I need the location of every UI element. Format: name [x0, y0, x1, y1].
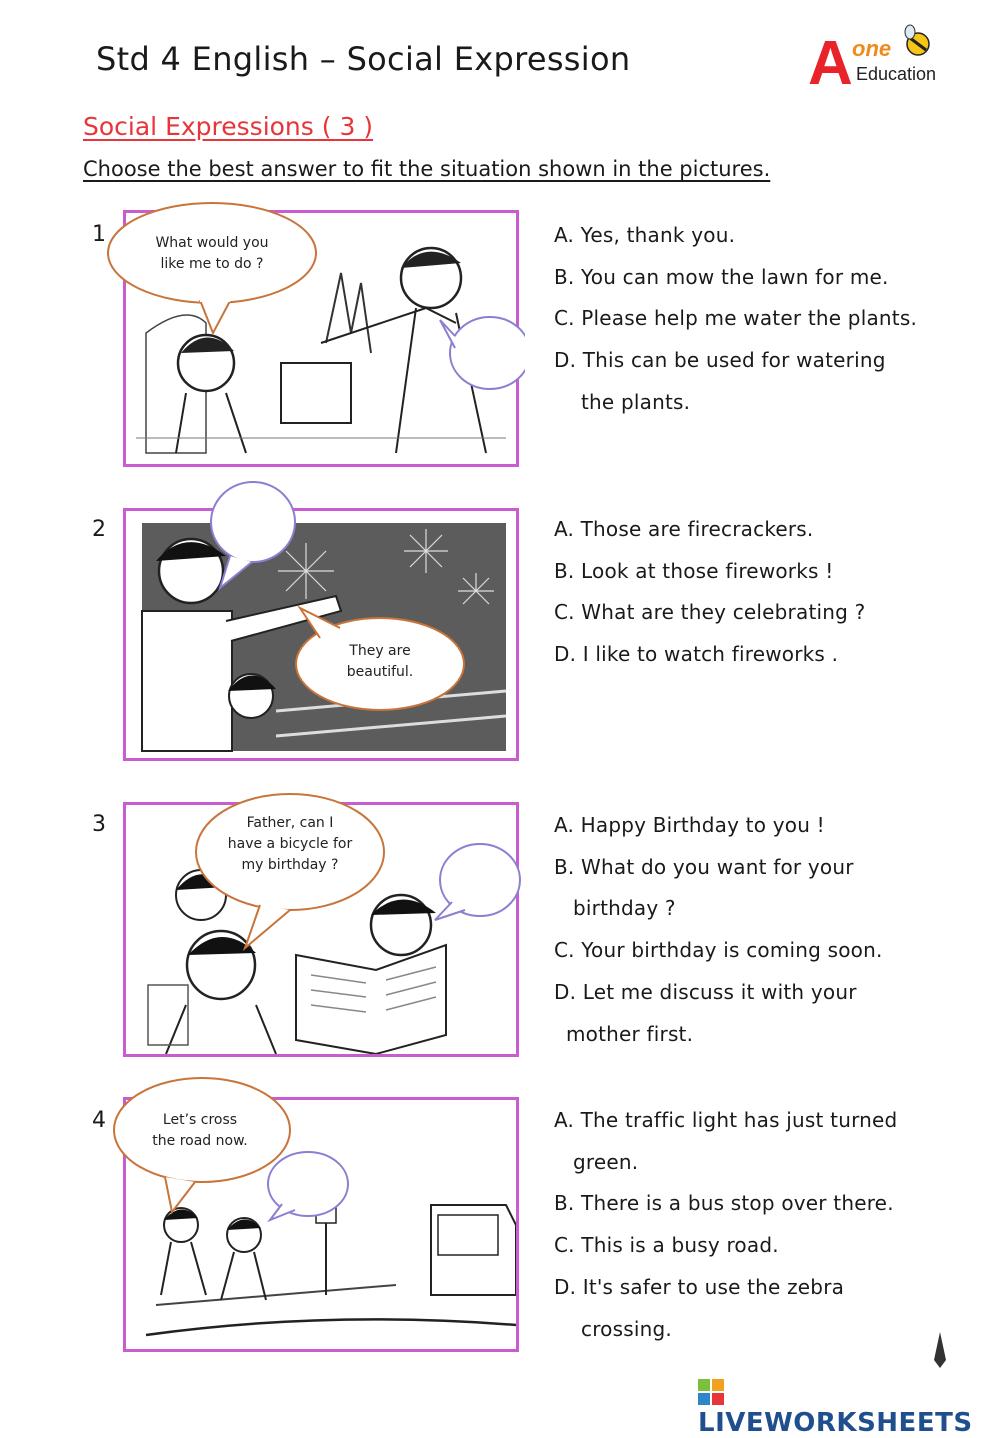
question-3-options — [554, 805, 883, 1055]
question-2-option-c[interactable]: C. What are they celebrating ? — [554, 600, 866, 625]
question-3-option-d[interactable]: D. Let me discuss it with your — [554, 979, 857, 1004]
instruction-text: Choose the best answer to fit the situation shown in the pictures. — [83, 157, 771, 181]
pencil-icon — [930, 1330, 950, 1370]
question-4-option-d-cont[interactable]: crossing. — [581, 1316, 672, 1341]
question-3-option-b-cont[interactable]: birthday ? — [573, 896, 676, 921]
liveworksheets-footer[interactable] — [698, 1378, 1000, 1438]
question-1-option-a[interactable]: A. Yes, thank you. — [554, 223, 736, 247]
question-3-bubble-text: Father, can I have a bicycle for my birthday ? — [227, 815, 353, 873]
question-1-option-b[interactable]: B. You can mow the lawn for me. — [554, 264, 889, 289]
question-1-option-c[interactable]: C. Please help me water the plants. — [554, 306, 917, 331]
footer-brand: LIVEWORKSHEETS — [698, 1408, 973, 1438]
question-4-option-b[interactable]: B. There is a bus stop over there. — [554, 1191, 894, 1216]
question-3-option-a[interactable]: A. Happy Birthday to you ! — [554, 813, 825, 837]
question-3-number: 3 — [92, 812, 106, 837]
question-2-number: 2 — [92, 517, 106, 542]
liveworksheets-logo-icon — [698, 1379, 724, 1405]
brand-logo — [806, 22, 946, 92]
question-4-number: 4 — [92, 1108, 106, 1133]
question-2-option-b[interactable]: B. Look at those fireworks ! — [554, 558, 834, 583]
question-4-option-a-cont[interactable]: green. — [573, 1149, 639, 1174]
question-1-bubbles — [105, 198, 525, 393]
page-title: Std 4 English – Social Expression — [96, 40, 631, 78]
logo-education: Education — [856, 64, 937, 84]
question-1-bubble-text: What would you like me to do ? — [155, 235, 269, 272]
question-2-bubble-text: They are beautiful. — [346, 643, 414, 680]
question-3-option-d-cont[interactable]: mother first. — [566, 1021, 694, 1046]
question-4-option-d[interactable]: D. It's safer to use the zebra — [554, 1274, 845, 1299]
logo-one: one — [852, 36, 892, 61]
question-1-number: 1 — [92, 222, 106, 247]
question-2-option-d[interactable]: D. I like to watch fireworks . — [554, 642, 839, 667]
question-3-option-c[interactable]: C. Your birthday is coming soon. — [554, 938, 883, 963]
question-2-option-a[interactable]: A. Those are firecrackers. — [554, 517, 814, 541]
question-1-option-d-cont[interactable]: the plants. — [581, 389, 691, 414]
question-1-option-d[interactable]: D. This can be used for watering — [554, 348, 886, 373]
question-2-options — [554, 509, 865, 676]
question-4-option-a[interactable]: A. The traffic light has just turned — [554, 1108, 898, 1132]
logo-letter: A — [808, 29, 853, 92]
section-title: Social Expressions ( 3 ) — [83, 112, 374, 141]
question-4-bubble-text: Let’s cross the road now. — [152, 1112, 248, 1149]
question-4-options — [554, 1100, 897, 1350]
question-3-option-b[interactable]: B. What do you want for your — [554, 854, 854, 879]
question-1-options — [554, 215, 917, 424]
question-4-option-c[interactable]: C. This is a busy road. — [554, 1233, 779, 1258]
